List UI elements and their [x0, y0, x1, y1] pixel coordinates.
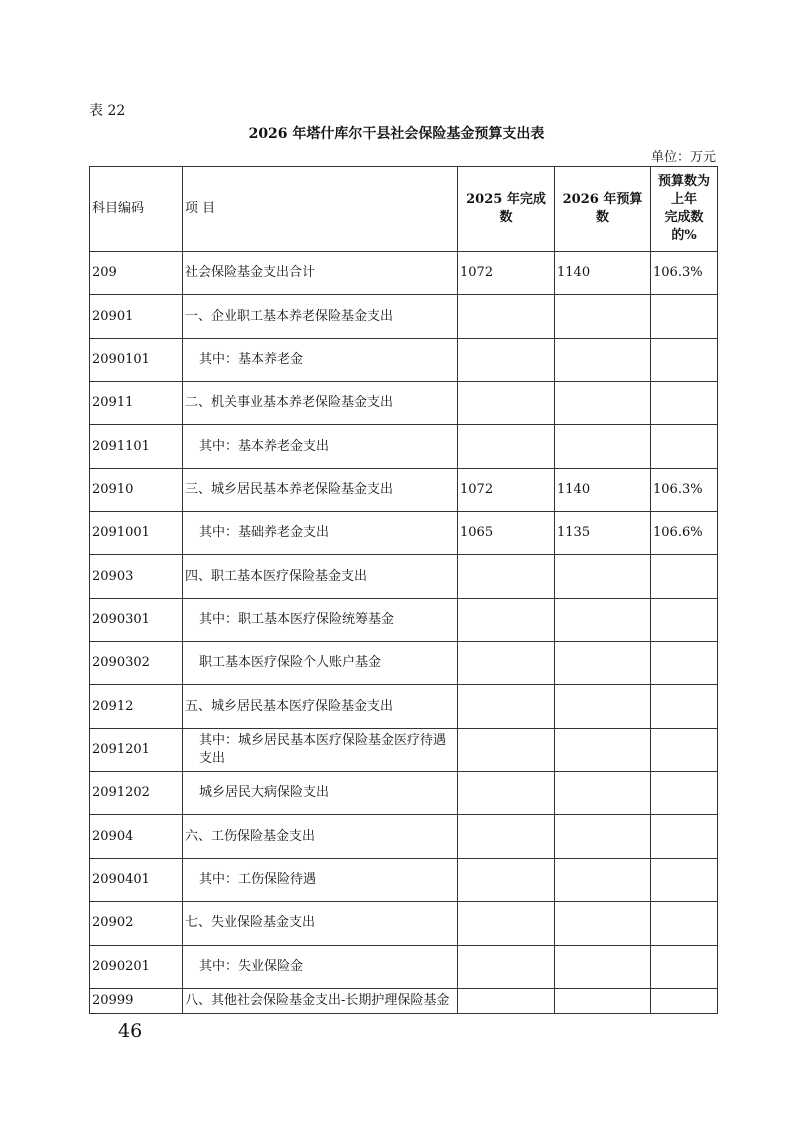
cell-item: 其中：基本养老金: [183, 338, 458, 381]
cell-done-2025: [458, 555, 555, 598]
header-done-2025: 2025 年完成数: [458, 167, 555, 252]
header-ratio: [651, 167, 718, 252]
table-row: [90, 685, 718, 728]
cell-ratio: [651, 902, 718, 945]
cell-code: 20912: [90, 685, 183, 728]
table-row: [90, 945, 718, 988]
cell-done-2025: [458, 945, 555, 988]
table-number: 表 22: [89, 103, 126, 119]
cell-item: 六、工伤保险基金支出: [183, 815, 458, 858]
cell-item: 社会保险基金支出合计: [183, 252, 458, 295]
table-row: [90, 815, 718, 858]
cell-budget-2026: 1135: [555, 512, 651, 555]
cell-done-2025: [458, 728, 555, 771]
cell-budget-2026: [555, 555, 651, 598]
cell-item: 其中：城乡居民基本医疗保险基金医疗待遇支出: [183, 728, 458, 771]
cell-code: 20901: [90, 295, 183, 338]
table-row: [90, 902, 718, 945]
table-row: [90, 555, 718, 598]
header-ratio-line: 预算数为: [657, 174, 710, 189]
cell-code: 20910: [90, 468, 183, 511]
header-ratio-line: 的%: [671, 228, 697, 243]
cell-item: 其中：基础养老金支出: [183, 512, 458, 555]
cell-code: 2091202: [90, 772, 183, 815]
cell-done-2025: [458, 858, 555, 901]
cell-budget-2026: [555, 295, 651, 338]
table-row: [90, 598, 718, 641]
cell-done-2025: [458, 772, 555, 815]
cell-item: 其中：失业保险金: [183, 945, 458, 988]
cell-budget-2026: [555, 858, 651, 901]
cell-item: 二、机关事业基本养老保险基金支出: [183, 382, 458, 425]
cell-budget-2026: [555, 685, 651, 728]
table-row: [90, 858, 718, 901]
header-ratio-line: 上年: [670, 192, 697, 207]
table-row: [90, 338, 718, 381]
cell-done-2025: [458, 902, 555, 945]
cell-budget-2026: 1140: [555, 468, 651, 511]
budget-table: [89, 166, 718, 1014]
header-item: 项 目: [183, 167, 458, 252]
table-row: [90, 772, 718, 815]
cell-ratio: 106.6%: [651, 512, 718, 555]
cell-done-2025: 1072: [458, 252, 555, 295]
cell-ratio: [651, 295, 718, 338]
cell-ratio: [651, 555, 718, 598]
header-ratio-line: 完成数: [664, 210, 704, 225]
cell-code: 2090401: [90, 858, 183, 901]
cell-code: 2091001: [90, 512, 183, 555]
cell-code: 20904: [90, 815, 183, 858]
cell-done-2025: [458, 338, 555, 381]
cell-done-2025: 1065: [458, 512, 555, 555]
cell-ratio: [651, 772, 718, 815]
cell-ratio: [651, 338, 718, 381]
cell-ratio: [651, 945, 718, 988]
table-row: [90, 295, 718, 338]
cell-budget-2026: [555, 945, 651, 988]
cell-ratio: [651, 382, 718, 425]
table-row: [90, 252, 718, 295]
cell-item: 四、职工基本医疗保险基金支出: [183, 555, 458, 598]
cell-item: 三、城乡居民基本养老保险基金支出: [183, 468, 458, 511]
cell-ratio: [651, 598, 718, 641]
cell-item: 其中：工伤保险待遇: [183, 858, 458, 901]
cell-budget-2026: [555, 902, 651, 945]
cell-ratio: [651, 642, 718, 685]
table-row: [90, 468, 718, 511]
cell-done-2025: [458, 382, 555, 425]
cell-item: 城乡居民大病保险支出: [183, 772, 458, 815]
page-title: 2026 年塔什库尔干县社会保险基金预算支出表: [248, 126, 545, 142]
table-row: [90, 382, 718, 425]
table-row: [90, 512, 718, 555]
table-row: [90, 728, 718, 771]
cell-item: 其中：职工基本医疗保险统筹基金: [183, 598, 458, 641]
unit-label: 单位：万元: [650, 150, 716, 165]
cell-code: 20902: [90, 902, 183, 945]
cell-code: 2090101: [90, 338, 183, 381]
cell-budget-2026: [555, 425, 651, 468]
cell-item: 其中：基本养老金支出: [183, 425, 458, 468]
cell-item: 一、企业职工基本养老保险基金支出: [183, 295, 458, 338]
cell-code: 209: [90, 252, 183, 295]
page-number: 46: [118, 1020, 143, 1042]
cell-ratio: [651, 858, 718, 901]
cell-item: 七、失业保险基金支出: [183, 902, 458, 945]
cell-budget-2026: [555, 728, 651, 771]
cell-budget-2026: [555, 988, 651, 1013]
cell-budget-2026: [555, 772, 651, 815]
cell-budget-2026: [555, 642, 651, 685]
table-row: [90, 425, 718, 468]
cell-ratio: [651, 728, 718, 771]
cell-budget-2026: 1140: [555, 252, 651, 295]
table-row: [90, 642, 718, 685]
cell-budget-2026: [555, 815, 651, 858]
header-budget-2026: 2026 年预算数: [555, 167, 651, 252]
cell-code: 2090201: [90, 945, 183, 988]
cell-done-2025: [458, 598, 555, 641]
cell-ratio: [651, 685, 718, 728]
cell-item: 职工基本医疗保险个人账户基金: [183, 642, 458, 685]
cell-done-2025: [458, 425, 555, 468]
cell-done-2025: [458, 295, 555, 338]
cell-code: 2090302: [90, 642, 183, 685]
cell-done-2025: [458, 685, 555, 728]
cell-done-2025: 1072: [458, 468, 555, 511]
table-row: [90, 988, 718, 1013]
header-code: 科目编码: [90, 167, 183, 252]
cell-code: 20999: [90, 988, 183, 1013]
cell-code: 20911: [90, 382, 183, 425]
cell-done-2025: [458, 815, 555, 858]
header-row: [90, 167, 718, 252]
cell-code: 2090301: [90, 598, 183, 641]
cell-ratio: 106.3%: [651, 468, 718, 511]
cell-done-2025: [458, 642, 555, 685]
cell-ratio: [651, 425, 718, 468]
cell-ratio: [651, 815, 718, 858]
cell-ratio: [651, 988, 718, 1013]
cell-code: 2091101: [90, 425, 183, 468]
cell-budget-2026: [555, 598, 651, 641]
cell-item: 八、其他社会保险基金支出-长期护理保险基金: [183, 988, 458, 1013]
cell-code: 20903: [90, 555, 183, 598]
cell-done-2025: [458, 988, 555, 1013]
cell-budget-2026: [555, 382, 651, 425]
cell-code: 2091201: [90, 728, 183, 771]
cell-item: 五、城乡居民基本医疗保险基金支出: [183, 685, 458, 728]
cell-budget-2026: [555, 338, 651, 381]
cell-ratio: 106.3%: [651, 252, 718, 295]
